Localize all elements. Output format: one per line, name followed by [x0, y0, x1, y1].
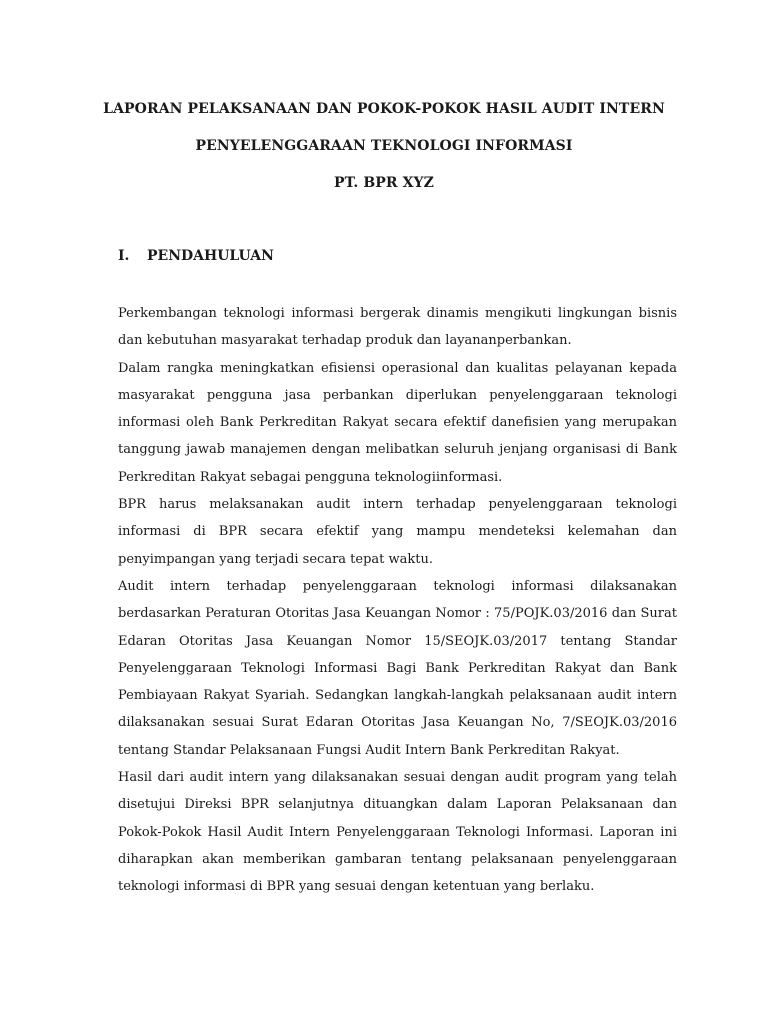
- section-title: PENDAHULUAN: [147, 248, 274, 264]
- section-number: I.: [118, 248, 130, 264]
- document-body: [118, 300, 677, 901]
- paragraph: Perkembangan teknologi informasi bergerak dinamis mengikuti lingkungan bisnis dan kebutuhan masyarakat terhadap produk dan layananperbankan.: [118, 306, 677, 349]
- paragraph: BPR harus melaksanakan audit intern terhadap penyelenggaraan teknologi informasi di BPR secara efektif yang mampu mendeteksi kelemahan dan penyimpangan yang terjadi secara tepat waktu.: [118, 497, 677, 567]
- paragraph: Dalam rangka meningkatkan efisiensi operasional dan kualitas pelayanan kepada masyarakat pengguna jasa perbankan diperlukan penyelenggaraan teknologi informasi oleh Bank Perkreditan Rakyat secara efektif danefisien yang merupakan tanggung jawab manajemen dengan melibatkan seluruh jenjang organisasi di Bank Perkreditan Rakyat sebagai pengguna teknologiinformasi.: [118, 360, 677, 485]
- section-heading: [118, 248, 274, 264]
- document-title-line-1: LAPORAN PELAKSANAAN DAN POKOK-POKOK HASIL AUDIT INTERN: [103, 101, 665, 117]
- paragraph: Hasil dari audit intern yang dilaksanakan sesuai dengan audit program yang telah disetujui Direksi BPR selanjutnya dituangkan dalam Laporan Pelaksanaan dan Pokok-Pokok Hasil Audit Intern Penyelenggaraan Teknologi Informasi. Laporan ini diharapkan akan memberikan gambaran tentang pelaksanaan penyelenggaraan teknologi informasi di BPR yang sesuai dengan ketentuan yang berlaku.: [118, 770, 677, 895]
- paragraph: Audit intern terhadap penyelenggaraan teknologi informasi dilaksanakan berdasarkan Peraturan Otoritas Jasa Keuangan Nomor : 75/POJK.03/2016 dan Surat Edaran Otoritas Jasa Keuangan Nomor 15/SEOJK.03/2017 tentang Standar Penyelenggaraan Teknologi Informasi Bagi Bank Perkreditan Rakyat dan Bank Pembiayaan Rakyat Syariah. Sedangkan langkah-langkah pelaksanaan audit intern dilaksanakan sesuai Surat Edaran Otoritas Jasa Keuangan No, 7/SEOJK.03/2016 tentang Standar Pelaksanaan Fungsi Audit Intern Bank Perkreditan Rakyat.: [118, 578, 677, 758]
- document-title-line-3: PT. BPR XYZ: [334, 175, 434, 191]
- document-title-line-2: PENYELENGGARAAN TEKNOLOGI INFORMASI: [195, 138, 573, 154]
